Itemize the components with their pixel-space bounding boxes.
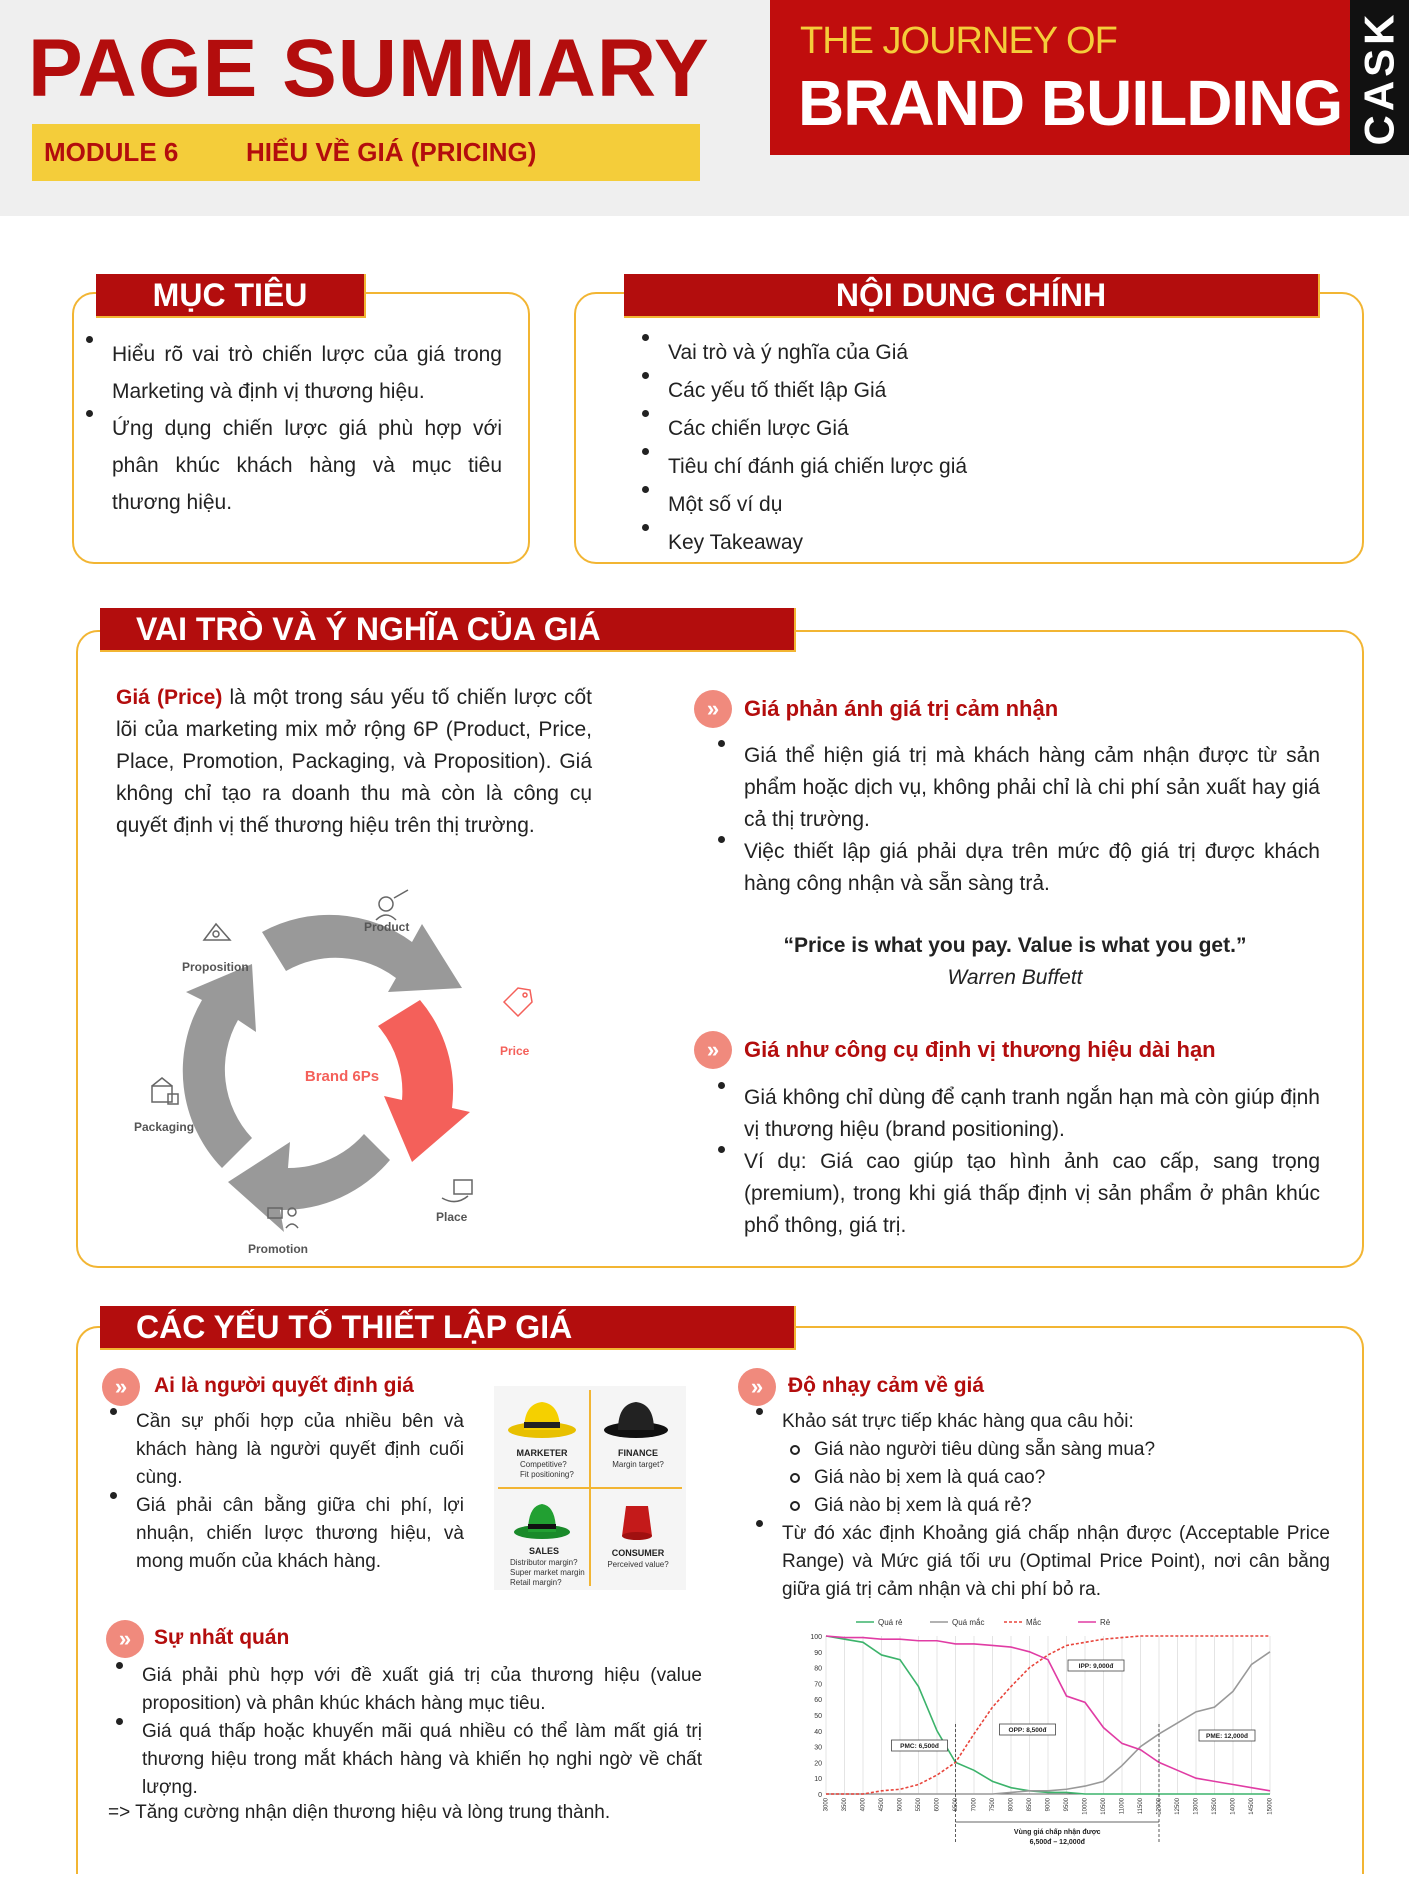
chevron-right-icon: » [694,690,732,728]
chart-x-tick: 9500 [1064,1798,1071,1812]
price-sensitivity-chart [796,1612,1280,1854]
hat-sales-q2: Super market margin [510,1568,585,1577]
chart-x-tick: 3000 [823,1798,830,1812]
chart-x-tick: 10500 [1101,1798,1108,1815]
chart-x-tick: 7500 [990,1798,997,1812]
diagram-label-promotion: Promotion [248,1242,308,1256]
diagram-label-product: Product [364,920,410,934]
diagram-label-packaging: Packaging [134,1120,195,1134]
legend-label: Mắc [1026,1618,1042,1627]
chart-x-tick: 3500 [842,1798,849,1812]
decider-item: Giá phải cân bằng giữa chi phí, lợi nhuận, chiến lược thương hiệu, và mong muốn của khách hàng. [98,1492,464,1576]
objectives-list [74,336,502,521]
sensitivity-questions [744,1436,1344,1520]
chart-x-tick: 12000 [1156,1798,1163,1815]
chart-y-tick: 50 [814,1713,822,1720]
content-item: Vai trò và ý nghĩa của Giá [630,334,1330,372]
diagram-label-place: Place [436,1210,468,1224]
chart-x-tick: 8500 [1027,1798,1034,1812]
chart-y-tick: 0 [818,1792,822,1799]
chart-x-tick: 4500 [879,1798,886,1812]
chart-x-tick: 13000 [1193,1798,1200,1815]
chart-y-tick: 70 [814,1681,822,1689]
diagram-center-label: Brand 6Ps [304,1068,380,1085]
annotation-label: OPP: 8,500đ [1008,1727,1047,1734]
chart-y-tick: 60 [814,1697,822,1705]
chart-x-tick: 9000 [1045,1798,1052,1812]
perceived-value-heading: Giá phản ánh giá trị cảm nhận [744,696,1059,721]
chart-x-tick: 5500 [916,1798,923,1812]
objective-item: Hiểu rõ vai trò chiến lược của giá trong Marketing và định vị thương hiệu. [74,336,502,410]
module-number: MODULE 6 [44,137,179,167]
cask-logo-text: CASK [1355,9,1403,146]
positioning-heading: Giá như công cụ định vị thương hiệu dài hạn [744,1037,1216,1062]
cycle-segment-price [378,1000,470,1162]
legend-label: Quá mắc [952,1618,985,1627]
quote-author: Warren Buffett [947,966,1083,989]
positioning-list [706,1082,1320,1242]
hat-marketer-q2: Fit positioning? [520,1470,574,1479]
sensitivity-block [744,1408,1344,1604]
sensitivity-intro: Khảo sát trực tiếp khác hàng qua câu hỏi: [744,1408,1344,1436]
consistency-conclusion: => Tăng cường nhận diện thương hiệu và lòng trung thành. [108,1802,611,1823]
hat-marketer-q1: Competitive? [520,1460,567,1469]
cycle-segment-3 [228,1134,390,1232]
sensitivity-conclusion: Từ đó xác định Khoảng giá chấp nhận được (Acceptable Price Range) và Mức giá tối ưu (Optimal Price Point), nơi cân bằng giữa giá trị cảm nhận và chi phí bỏ ra. [744,1520,1330,1604]
chart-y-tick: 30 [814,1744,822,1752]
content-item: Các chiến lược Giá [630,410,1330,448]
content-item: Một số ví dụ [630,486,1330,524]
chart-y-tick: 20 [814,1760,822,1768]
chart-x-tick: 14000 [1230,1798,1237,1815]
role-title: VAI TRÒ VÀ Ý NGHĨA CỦA GIÁ [100,608,796,652]
factors-title: CÁC YẾU TỐ THIẾT LẬP GIÁ [100,1306,796,1350]
annotation-label: PME: 12,000đ [1206,1733,1248,1740]
chart-x-tick: 7000 [971,1798,978,1812]
annotation-label: IPP: 9,000đ [1078,1663,1114,1670]
diagram-label-price: Price [500,1044,530,1058]
legend-label: Rẻ [1100,1618,1111,1627]
chevron-right-icon: » [106,1620,144,1658]
cycle-segment-4 [183,964,256,1168]
chart-y-tick: 80 [814,1665,822,1673]
page-title: PAGE SUMMARY [28,23,710,114]
diagram-label-proposition: Proposition [182,960,249,974]
annotation-label: PMC: 6,500đ [900,1743,939,1750]
content-item: Tiêu chí đánh giá chiến lược giá [630,448,1330,486]
chart-x-tick: 11500 [1138,1798,1145,1815]
sensitivity-question: Giá nào bị xem là quá rẻ? [782,1492,1344,1520]
role-intro-keyword: Giá (Price) [116,686,223,709]
buffett-quote: “Price is what you pay. Value is what you get.” [783,934,1247,957]
hat-finance-label: FINANCE [618,1448,658,1458]
brand-subtitle: THE JOURNEY OF [800,20,1117,62]
price-tag-icon [504,988,532,1016]
chart-x-tick: 14500 [1249,1798,1256,1815]
chart-x-tick: 11000 [1119,1798,1126,1815]
role-intro [116,682,592,842]
product-icon [376,890,408,920]
decider-heading: Ai là người quyết định giá [154,1374,414,1397]
chart-y-tick: 100 [810,1634,822,1641]
objective-item: Ứng dụng chiến lược giá phù hợp với phân khúc khách hàng và mục tiêu thương hiệu. [74,410,502,521]
perceived-value-item: Giá thể hiện giá trị mà khách hàng cảm nhận được từ sản phẩm hoặc dịch vụ, không phải chỉ là chi phí sản xuất hay giá cả thị trường. [706,740,1320,836]
chart-x-tick: 4000 [860,1798,867,1812]
content-item: Các yếu tố thiết lập Giá [630,372,1330,410]
positioning-item: Ví dụ: Giá cao giúp tạo hình ảnh cao cấp, sang trọng (premium), trong khi giá thấp định vị sản phẩm ở phân khúc phổ thông, giá trị. [706,1146,1320,1242]
hat-marketer-label: MARKETER [516,1448,568,1458]
chart-x-tick: 12500 [1175,1798,1182,1815]
chart-x-tick: 15000 [1267,1798,1274,1815]
packaging-icon [152,1078,178,1104]
sensitivity-question: Giá nào bị xem là quá cao? [782,1464,1344,1492]
hat-sales-q1: Distributor margin? [510,1558,578,1567]
chart-x-tick: 6000 [934,1798,941,1812]
chart-x-tick: 13500 [1212,1798,1219,1815]
chevron-right-icon: » [694,1031,732,1069]
sensitivity-heading: Độ nhạy cảm về giá [788,1374,985,1397]
module-bar [32,124,700,181]
decider-list [98,1408,464,1576]
hat-consumer-q: Perceived value? [607,1560,669,1569]
brand-6ps-diagram [120,880,540,1260]
range-label: Vùng giá chấp nhận được [1013,1829,1101,1836]
sensitivity-question: Giá nào người tiêu dùng sẵn sàng mua? [782,1436,1344,1464]
main-content-title: NỘI DUNG CHÍNH [624,274,1320,318]
chart-y-tick: 10 [814,1776,822,1784]
chevron-right-icon: » [102,1368,140,1406]
proposition-icon [204,924,230,940]
chart-x-tick: 5000 [897,1798,904,1812]
hat-sales-label: SALES [528,1546,559,1556]
module-topic: HIỂU VỀ GIÁ (PRICING) [246,137,537,167]
range-value-label: 6,500đ – 12,000đ [1029,1839,1085,1846]
cask-logo [1350,0,1409,155]
chart-x-tick: 8000 [1008,1798,1015,1812]
chart-x-tick: 6500 [953,1798,960,1812]
hat-finance-q: Margin target? [612,1460,664,1469]
hat-consumer-label: CONSUMER [611,1548,665,1558]
consistency-item: Giá quá thấp hoặc khuyến mãi quá nhiều có thể làm mất giá trị thương hiệu trong mắt khách hàng và khiến họ nghi ngờ về chất lượng. [104,1718,702,1802]
chart-x-tick: 10000 [1082,1798,1089,1815]
place-icon [442,1180,472,1202]
main-content-list [630,334,1330,562]
hat-sales-q3: Retail margin? [510,1578,562,1587]
brand-title: BRAND BUILDING [798,67,1343,139]
cycle-segment-1 [262,915,462,992]
consistency-heading: Sự nhất quán [154,1626,290,1649]
role-intro-text: là một trong sáu yếu tố chiến lược cốt lõi của marketing mix mở rộng 6P (Product, Price, Place, Promotion, Packaging, và Proposition). Giá không chỉ tạo ra doanh thu mà còn là công cụ quyết định vị thế thương hiệu trên thị trường. [116,686,593,837]
positioning-item: Giá không chỉ dùng để cạnh tranh ngắn hạn mà còn giúp định vị thương hiệu (brand positioning). [706,1082,1320,1146]
red-fez-icon [622,1506,652,1540]
objectives-title: MỤC TIÊU [96,274,366,318]
legend-label: Quá rẻ [878,1618,903,1627]
content-item: Key Takeaway [630,524,1330,562]
perceived-value-item: Việc thiết lập giá phải dựa trên mức độ giá trị được khách hàng công nhận và sẵn sàng trả. [706,836,1320,900]
consistency-item: Giá phải phù hợp với đề xuất giá trị của thương hiệu (value proposition) và phân khúc khách hàng mục tiêu. [104,1662,702,1718]
chart-y-tick: 40 [814,1728,822,1736]
consistency-list [104,1662,702,1802]
chart-y-tick: 90 [814,1649,822,1657]
decider-item: Cần sự phối hợp của nhiều bên và khách hàng là người quyết định cuối cùng. [98,1408,464,1492]
perceived-value-list [706,740,1320,900]
chevron-right-icon: » [738,1368,776,1406]
